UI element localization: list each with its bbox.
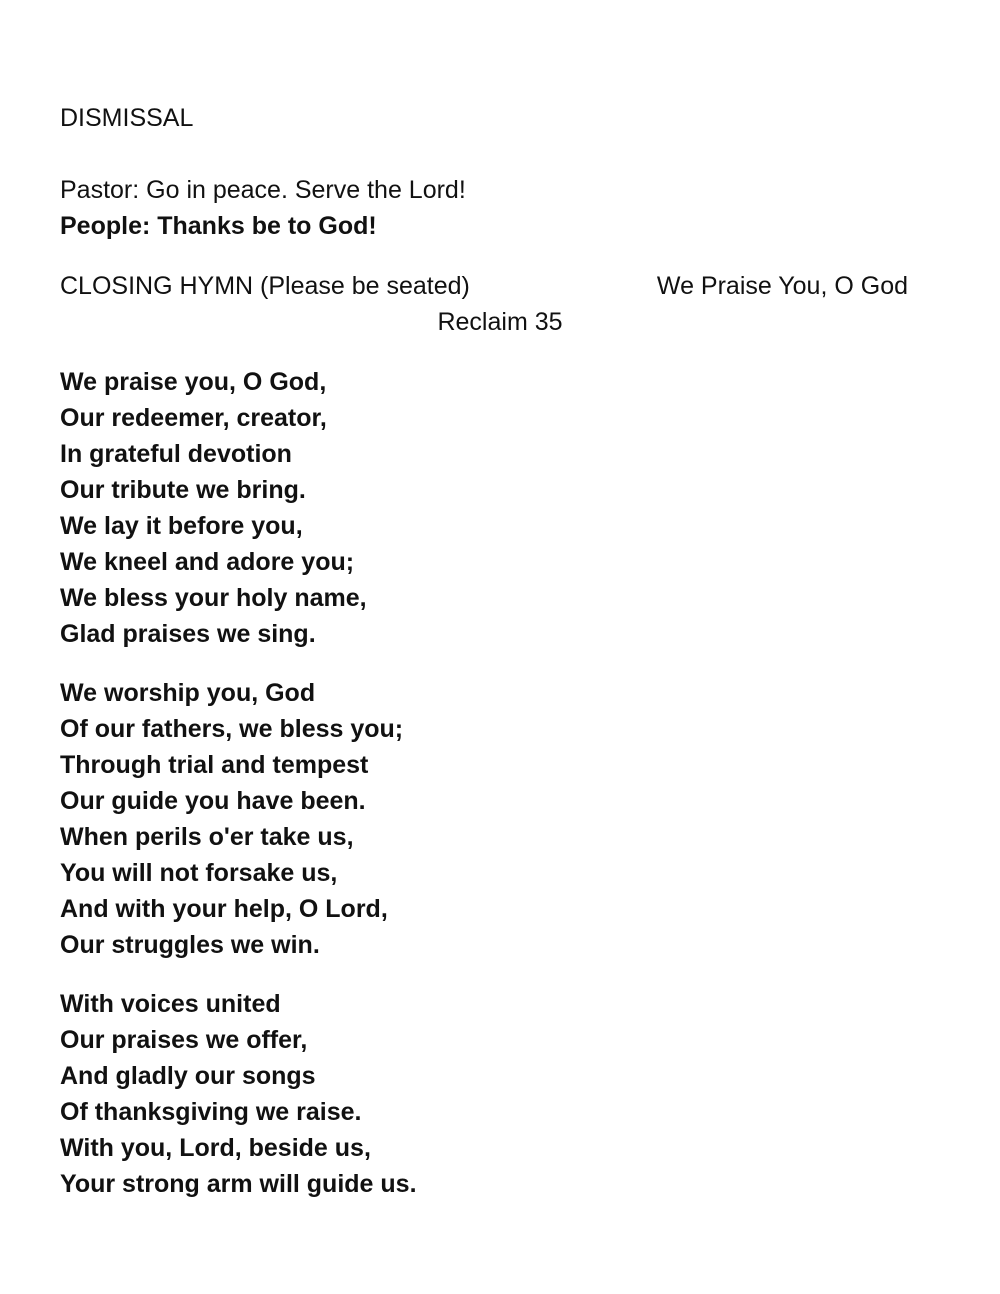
lyric-line: Through trial and tempest [60,751,369,779]
lyric-line: Our redeemer, creator, [60,404,327,432]
lyric-line: You will not forsake us, [60,859,338,887]
lyric-line: Glad praises we sing. [60,620,316,648]
lyric-line: Our tribute we bring. [60,476,306,504]
lyric-line: Of our fathers, we bless you; [60,715,404,743]
hymn-title: We Praise You, O God [656,272,908,300]
lyric-line: Our struggles we win. [60,931,320,959]
hymn-stanza-3 [60,986,417,1202]
lyric-line: We bless your holy name, [60,584,367,612]
lyric-line: And with your help, O Lord, [60,895,388,923]
lyric-line: We lay it before you, [60,512,303,540]
lyric-line: Your strong arm will guide us. [60,1170,417,1198]
lyric-line: In grateful devotion [60,440,292,468]
closing-hymn-label: CLOSING HYMN (Please be seated) [60,272,470,300]
pastor-line: Pastor: Go in peace. Serve the Lord! [60,176,466,204]
lyric-line: With voices united [60,990,281,1018]
dismissal-heading: DISMISSAL [60,104,194,132]
lyric-line: When perils o'er take us, [60,823,354,851]
hymn-reference: Reclaim 35 [437,308,563,336]
lyric-line: We kneel and adore you; [60,548,355,576]
hymn-stanza-2 [60,675,403,963]
lyric-line: Of thanksgiving we raise. [60,1098,362,1126]
lyric-line: With you, Lord, beside us, [60,1134,371,1162]
lyric-line: Our praises we offer, [60,1026,308,1054]
people-response: People: Thanks be to God! [60,212,377,240]
hymn-stanza-1 [60,364,367,652]
lyric-line: We praise you, O God, [60,368,327,396]
lyric-line: Our guide you have been. [60,787,366,815]
lyric-line: We worship you, God [60,679,316,707]
lyric-line: And gladly our songs [60,1062,316,1090]
